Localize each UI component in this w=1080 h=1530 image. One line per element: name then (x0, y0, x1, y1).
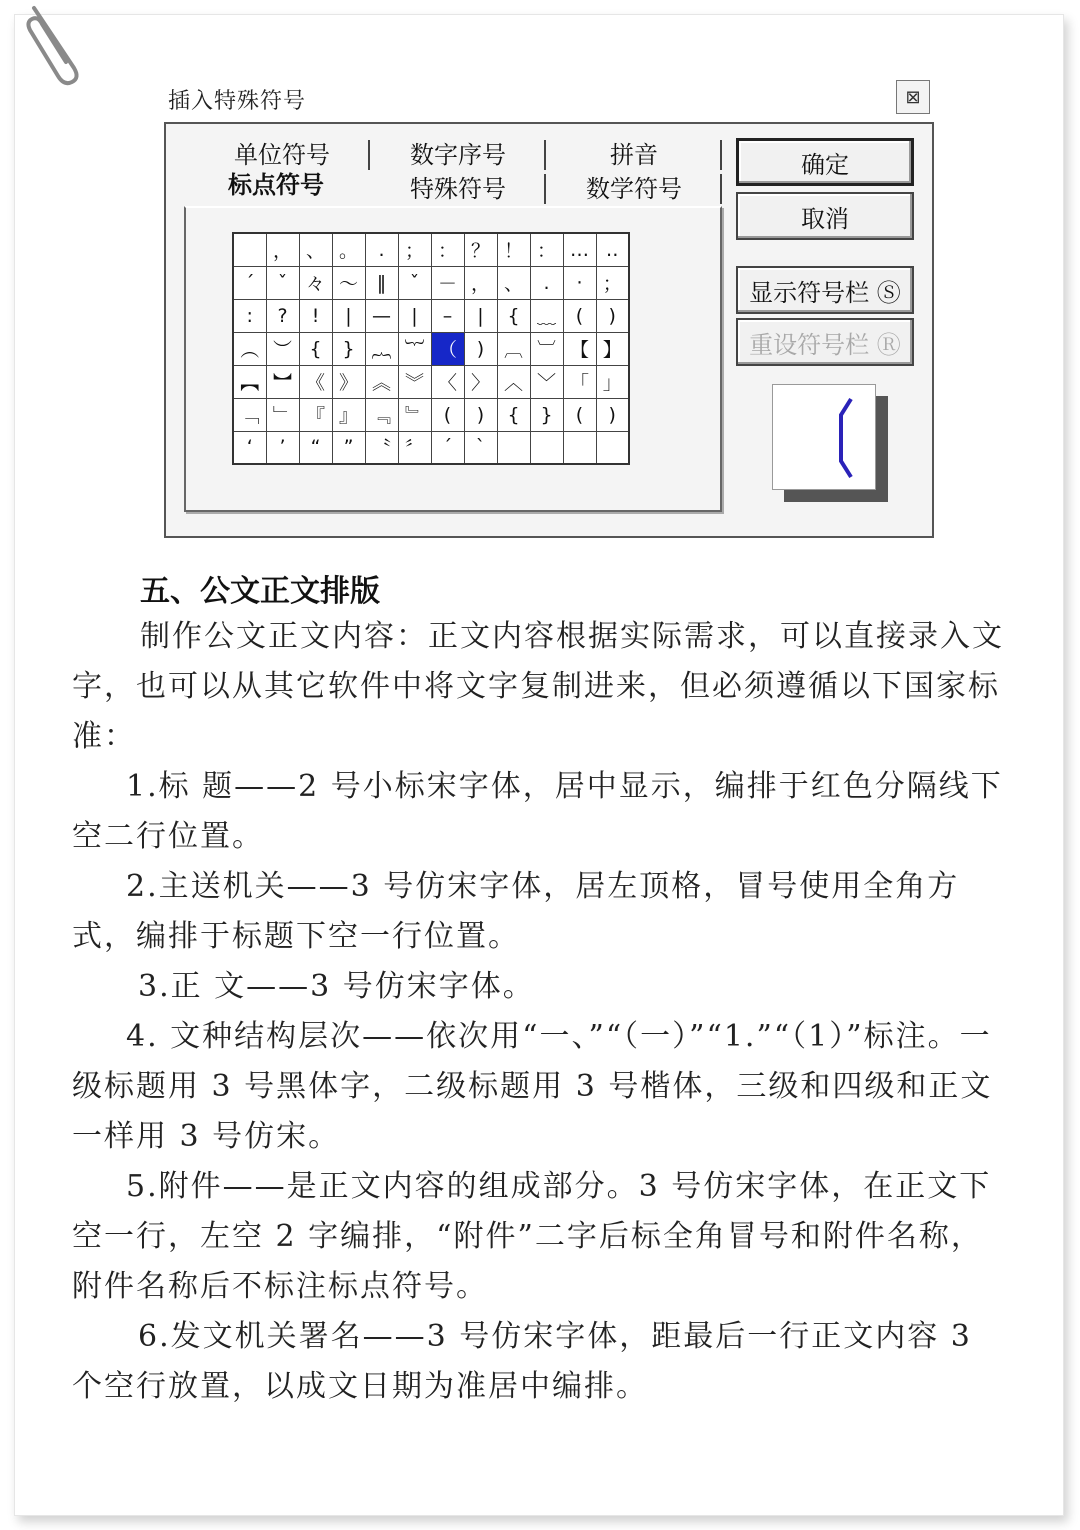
symbol-cell[interactable]: ‥ (596, 233, 629, 266)
list-item-6: 6.发文机关署名——3 号仿宋字体，距最后一行正文内容 3 个空行放置，以成文日期为准居中编排。 (72, 1319, 972, 1404)
symbol-cell[interactable]: ︸ (398, 332, 431, 365)
symbol-cell[interactable]: ︷ (365, 332, 398, 365)
symbol-cell[interactable]: 」 (596, 365, 629, 398)
symbol-cell[interactable]: ﹂ (266, 398, 299, 431)
symbol-cell[interactable]: ︿ (497, 365, 530, 398)
symbol-cell[interactable]: ﹁ (233, 398, 266, 431)
symbol-row (233, 299, 629, 332)
symbol-cell[interactable]: 、 (299, 233, 332, 266)
symbol-cell[interactable]: ( (431, 398, 464, 431)
symbol-cell[interactable]: 《 (299, 365, 332, 398)
symbol-cell[interactable]: ˊ (431, 431, 464, 464)
symbol-cell[interactable]: “ (299, 431, 332, 464)
symbol-cell[interactable]: ˋ (464, 431, 497, 464)
symbol-cell[interactable]: ： (530, 233, 563, 266)
symbol-cell[interactable]: 。 (332, 233, 365, 266)
symbol-cell[interactable]: 〞 (398, 431, 431, 464)
symbol-cell[interactable]: 』 (332, 398, 365, 431)
list-item-4: 4. 文种结构层次——依次用“一、”“（一）”“1.”“（1）”标注。一级标题用 3 号黑体字，二级标题用 3 号楷体，三级和四级和正文一样用 3 号仿宋。 (72, 1019, 993, 1154)
symbol-cell[interactable]: ︽ (365, 365, 398, 398)
symbol-cell[interactable] (497, 431, 530, 464)
symbol-cell[interactable]: ， (464, 266, 497, 299)
symbol-cell[interactable]: ︹ (497, 332, 530, 365)
symbol-cell[interactable]: | (332, 299, 365, 332)
symbol-row (233, 266, 629, 299)
symbol-cell[interactable]: ； (596, 266, 629, 299)
symbol-cell[interactable] (596, 431, 629, 464)
symbol-cell[interactable]: … (563, 233, 596, 266)
symbol-cell[interactable]: ) (596, 398, 629, 431)
symbol-row (233, 332, 629, 365)
symbol-cell[interactable]: { (497, 398, 530, 431)
symbol-cell[interactable]: { (299, 332, 332, 365)
symbol-cell[interactable]: ？ (464, 233, 497, 266)
symbol-cell[interactable]: 》 (332, 365, 365, 398)
symbol-cell[interactable]: － (431, 266, 464, 299)
symbol-row (233, 431, 629, 464)
symbol-cell[interactable]: | (464, 299, 497, 332)
symbol-row (233, 233, 629, 266)
symbol-cell[interactable]: ﹏ (530, 299, 563, 332)
symbol-cell[interactable]: ) (596, 299, 629, 332)
list-item-2: 2.主送机关——3 号仿宋字体，居左顶格，冒号使用全角方式，编排于标题下空一行位置。 (72, 869, 960, 954)
symbol-cell[interactable]: ´ (233, 266, 266, 299)
tab-unit-symbols[interactable]: 单位符号 (196, 140, 370, 170)
symbol-cell[interactable]: 々 (299, 266, 332, 299)
symbol-preview (772, 384, 876, 490)
ok-button[interactable]: 确定 (736, 138, 914, 186)
symbol-cell[interactable]: } (332, 332, 365, 365)
symbol-cell[interactable]: ： (431, 233, 464, 266)
symbol-cell[interactable]: ‘ (233, 431, 266, 464)
symbol-cell[interactable] (530, 431, 563, 464)
symbol-cell[interactable]: ︼ (266, 365, 299, 398)
symbol-cell[interactable]: ) (464, 332, 497, 365)
symbol-grid (232, 232, 630, 465)
symbol-cell[interactable]: ) (464, 398, 497, 431)
symbol-cell[interactable]: ( (563, 398, 596, 431)
symbol-cell[interactable]: 、 (497, 266, 530, 299)
dialog-title: 插入特殊符号 (168, 89, 307, 114)
symbol-cell[interactable]: } (530, 398, 563, 431)
close-icon: ⊠ (905, 86, 921, 108)
show-symbol-bar-button[interactable]: 显示符号栏 Ⓢ (736, 266, 914, 314)
symbol-cell[interactable]: ︶ (266, 332, 299, 365)
symbol-cell[interactable]: ﹄ (398, 398, 431, 431)
tab-pinyin[interactable]: 拼音 (548, 140, 722, 170)
symbol-cell[interactable]: ‖ (365, 266, 398, 299)
symbol-cell[interactable]: ︺ (530, 332, 563, 365)
cancel-button[interactable]: 取消 (736, 192, 914, 240)
preview-bracket-icon (773, 385, 877, 491)
symbol-cell[interactable]: — (365, 299, 398, 332)
symbol-cell[interactable] (233, 233, 266, 266)
symbol-cell[interactable]: ( (563, 299, 596, 332)
symbol-cell-selected[interactable]: （ (431, 332, 464, 365)
symbol-cell[interactable]: ” (332, 431, 365, 464)
list-item-1: 1.标 题——2 号小标宋字体，居中显示，编排于红色分隔线下空二行位置。 (72, 769, 1003, 854)
symbol-cell[interactable]: ， (266, 233, 299, 266)
symbol-cell[interactable]: ︵ (233, 332, 266, 365)
paperclip-icon (22, 0, 92, 90)
symbol-cell[interactable]: – (431, 299, 464, 332)
symbol-cell[interactable]: ’ (266, 431, 299, 464)
symbol-cell[interactable]: 「 (563, 365, 596, 398)
tab-punctuation[interactable]: 标点符号 (228, 171, 324, 199)
symbol-cell[interactable]: ︾ (398, 365, 431, 398)
symbol-row (233, 398, 629, 431)
reset-symbol-bar-button[interactable]: 重设符号栏 Ⓡ (736, 318, 914, 366)
symbol-cell[interactable]: ˇ (266, 266, 299, 299)
section-heading: 五、公文正文排版 (140, 574, 380, 609)
tab-number-series[interactable]: 数字序号 (372, 140, 546, 170)
symbol-cell[interactable]: 】 (596, 332, 629, 365)
intro-paragraph: 制作公文正文内容：正文内容根据实际需求，可以直接录入文字，也可以从其它软件中将文字复制进来，但必须遵循以下国家标准： (72, 619, 1004, 754)
tab-math-symbols[interactable]: 数学符号 (548, 174, 722, 204)
symbol-cell[interactable]: ? (266, 299, 299, 332)
symbol-cell[interactable]: 〉 (464, 365, 497, 398)
symbol-cell[interactable]: 『 (299, 398, 332, 431)
close-button[interactable] (896, 80, 930, 114)
symbol-cell[interactable]: . (530, 266, 563, 299)
symbol-cell[interactable]: 〝 (365, 431, 398, 464)
symbol-cell[interactable]: ～ (332, 266, 365, 299)
symbol-cell[interactable]: ︻ (233, 365, 266, 398)
symbol-row (233, 365, 629, 398)
symbol-cell[interactable]: 〈 (431, 365, 464, 398)
list-item-5: 5.附件——是正文内容的组成部分。3 号仿宋字体，在正文下空一行，左空 2 字编排，“附件”二字后标全角冒号和附件名称，附件名称后不标注标点符号。 (72, 1169, 992, 1304)
symbol-cell[interactable]: ! (299, 299, 332, 332)
symbol-cell[interactable] (563, 431, 596, 464)
symbol-cell[interactable]: : (233, 299, 266, 332)
symbol-cell[interactable]: { (497, 299, 530, 332)
symbol-cell[interactable]: | (398, 299, 431, 332)
symbol-cell[interactable]: ﹀ (530, 365, 563, 398)
symbol-cell[interactable]: ﹃ (365, 398, 398, 431)
tab-special-symbols[interactable]: 特殊符号 (372, 174, 546, 204)
symbol-cell[interactable]: 【 (563, 332, 596, 365)
symbol-cell[interactable]: · (563, 266, 596, 299)
list-item-3: 3.正 文——3 号仿宋字体。 (138, 969, 535, 1004)
symbol-cell[interactable]: ˇ (398, 266, 431, 299)
symbol-cell[interactable]: ； (398, 233, 431, 266)
symbol-cell[interactable]: . (365, 233, 398, 266)
symbol-cell[interactable]: ！ (497, 233, 530, 266)
